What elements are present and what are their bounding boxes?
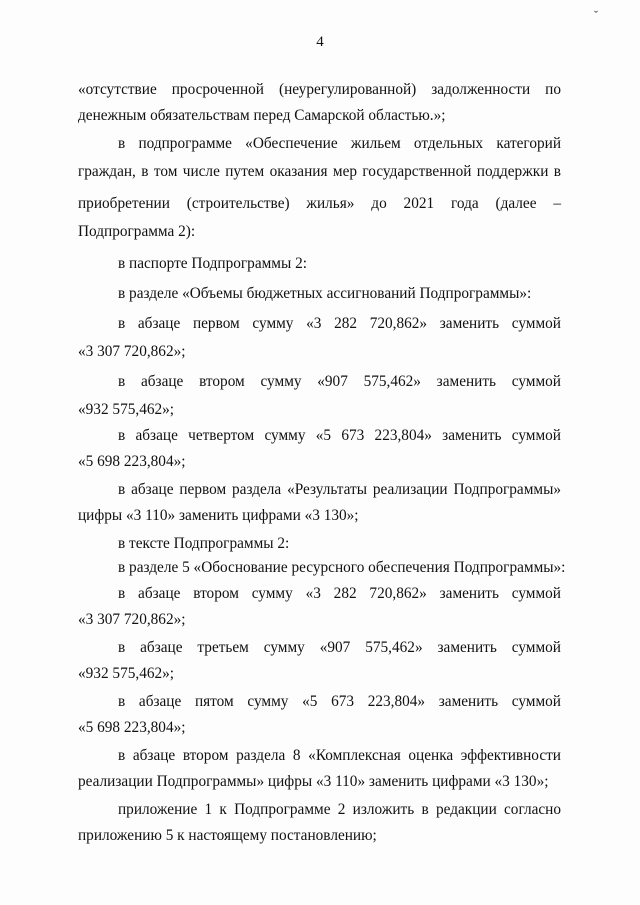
text-line: приложению 5 к настоящему постановлению; — [78, 827, 377, 844]
text-line: в разделе 5 «Обоснование ресурсного обеспечения Подпрограммы»: — [118, 559, 566, 576]
text-line: в абзаце первом сумму «3 282 720,862» заменить суммой — [118, 315, 561, 332]
corner-scan-mark: ˇ — [594, 8, 598, 22]
text-line: «5 698 223,804»; — [78, 719, 186, 736]
text-line: в разделе «Объемы бюджетных ассигнований Подпрограммы»: — [118, 285, 532, 302]
text-line: «5 698 223,804»; — [78, 453, 186, 470]
text-line: в абзаце четвертом сумму «5 673 223,804» заменить суммой — [118, 427, 561, 444]
text-line: в абзаце втором сумму «3 282 720,862» заменить суммой — [118, 585, 561, 602]
text-line: «отсутствие просроченной (неурегулированной) задолженности по — [78, 81, 561, 98]
text-line: в абзаце первом раздела «Результаты реализации Подпрограммы» — [118, 481, 561, 498]
text-line: цифры «3 110» заменить цифрами «3 130»; — [78, 507, 359, 524]
text-line: денежным обязательствам перед Самарской областью.»; — [78, 107, 446, 124]
text-line: Подпрограмма 2): — [78, 223, 196, 240]
text-line: «3 307 720,862»; — [78, 611, 186, 628]
text-line: приложение 1 к Подпрограмме 2 изложить в редакции согласно — [118, 801, 561, 818]
text-line: в подпрограмме «Обеспечение жильем отдельных категорий — [118, 135, 561, 152]
text-line: приобретении (строительстве) жилья» до 2021 года (далее – — [78, 195, 561, 212]
text-line: граждан, в том числе путем оказания мер государственной поддержки в — [78, 163, 561, 180]
text-line: в абзаце третьем сумму «907 575,462» заменить суммой — [118, 639, 561, 656]
text-line: «3 307 720,862»; — [78, 343, 186, 360]
text-line: в тексте Подпрограммы 2: — [118, 535, 290, 552]
text-line: в паспорте Подпрограммы 2: — [118, 255, 307, 272]
text-line: «932 575,462»; — [78, 665, 175, 682]
text-line: в абзаце пятом сумму «5 673 223,804» заменить суммой — [118, 693, 561, 710]
text-line: в абзаце втором сумму «907 575,462» заменить суммой — [118, 373, 561, 390]
text-line: «932 575,462»; — [78, 401, 175, 418]
page-number: 4 — [316, 34, 324, 50]
text-line: реализации Подпрограммы» цифры «3 110» заменить цифрами «3 130»; — [78, 773, 549, 790]
text-line: в абзаце втором раздела 8 «Комплексная оценка эффективности — [118, 747, 561, 764]
